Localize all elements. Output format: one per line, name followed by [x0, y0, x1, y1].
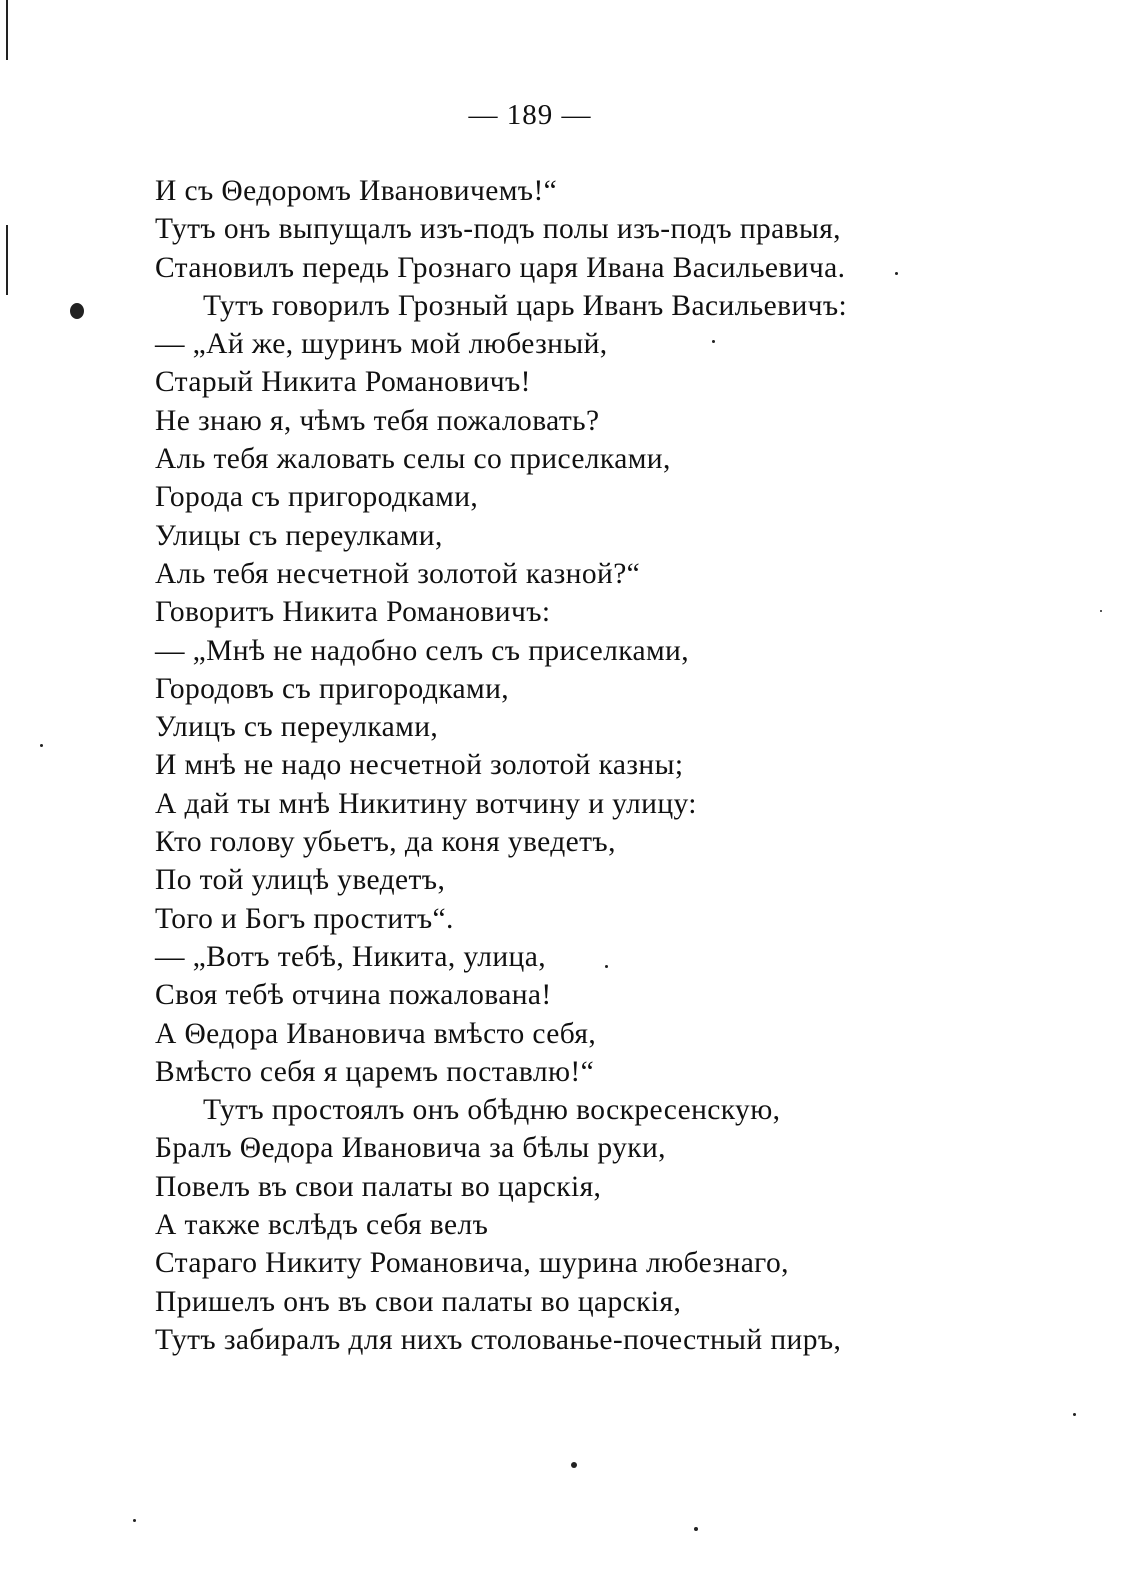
- scan-margin-rule: [6, 0, 8, 60]
- poem-line: Бралъ Θедора Ивановича за бѣлы руки,: [155, 1132, 666, 1165]
- scan-margin-rule: [6, 225, 8, 295]
- poem-line: Аль тебя жаловать селы со приселками,: [155, 443, 671, 476]
- poem-line: — „Ай же, шуринъ мой любезный,: [155, 328, 608, 361]
- poem-line: Стараго Никиту Романовича, шурина любезнаго,: [155, 1247, 789, 1280]
- scan-speck: [605, 965, 608, 968]
- scan-speck: [571, 1462, 577, 1468]
- scan-speck: [1073, 1413, 1076, 1416]
- poem-line: Говоритъ Никита Романовичъ:: [155, 596, 551, 629]
- scan-speck: [40, 744, 43, 747]
- page-number: — 189 —: [468, 99, 592, 131]
- poem-line: Повелъ въ свои палаты во царскія,: [155, 1170, 602, 1203]
- poem-line: Тутъ говорилъ Грозный царь Иванъ Васильевичъ:: [203, 289, 848, 322]
- poem-line: Кто голову убьетъ, да коня уведетъ,: [155, 826, 616, 859]
- poem-line: Своя тебѣ отчина пожалована!: [155, 979, 552, 1012]
- scan-speck: [70, 303, 84, 319]
- poem-line: Улицъ съ переулками,: [155, 711, 439, 744]
- poem-line: — „Мнѣ не надобно селъ съ приселками,: [155, 634, 690, 667]
- scan-speck: [1100, 610, 1102, 612]
- poem-line: Улицы съ переулками,: [155, 519, 443, 552]
- poem-line: И мнѣ не надо несчетной золотой казны;: [155, 749, 684, 782]
- poem-line: Старый Никита Романовичъ!: [155, 366, 531, 399]
- poem-line: А Θедора Ивановича вмѣсто себя,: [155, 1017, 597, 1050]
- scan-speck: [133, 1519, 136, 1522]
- poem-line: Города съ пригородками,: [155, 481, 479, 514]
- poem-line: И съ Θедоромъ Ивановичемъ!“: [155, 175, 558, 207]
- poem-line: Не знаю я, чѣмъ тебя пожаловать?: [155, 404, 600, 437]
- poem-line: Вмѣсто себя я царемъ поставлю!“: [155, 1055, 595, 1088]
- poem-line: Тутъ онъ выпущалъ изъ-подъ полы изъ-подъ правыя,: [155, 213, 841, 246]
- poem-text: [155, 172, 915, 1359]
- poem-line: — „Вотъ тебѣ, Никита, улица,: [155, 940, 547, 973]
- scan-speck: [895, 272, 898, 275]
- scan-speck: [712, 340, 715, 343]
- poem-line: По той улицѣ уведетъ,: [155, 864, 446, 897]
- poem-line: Аль тебя несчетной золотой казной?“: [155, 557, 641, 590]
- poem-line: Того и Богъ проститъ“.: [155, 902, 454, 935]
- scan-speck: [694, 1527, 698, 1531]
- poem-line: А дай ты мнѣ Никитину вотчину и улицу:: [155, 787, 697, 820]
- poem-line: Тутъ простоялъ онъ обѣдню воскресенскую,: [203, 1094, 781, 1127]
- poem-line: А также вслѣдъ себя велъ: [155, 1209, 489, 1242]
- poem-line: Городовъ съ пригородками,: [155, 672, 510, 705]
- poem-line: Становилъ передь Грознаго царя Ивана Васильевича.: [155, 251, 846, 284]
- poem-line: Пришелъ онъ въ свои палаты во царскія,: [155, 1285, 682, 1318]
- poem-line: Тутъ забиралъ для нихъ столованье-почестный пиръ,: [155, 1323, 842, 1356]
